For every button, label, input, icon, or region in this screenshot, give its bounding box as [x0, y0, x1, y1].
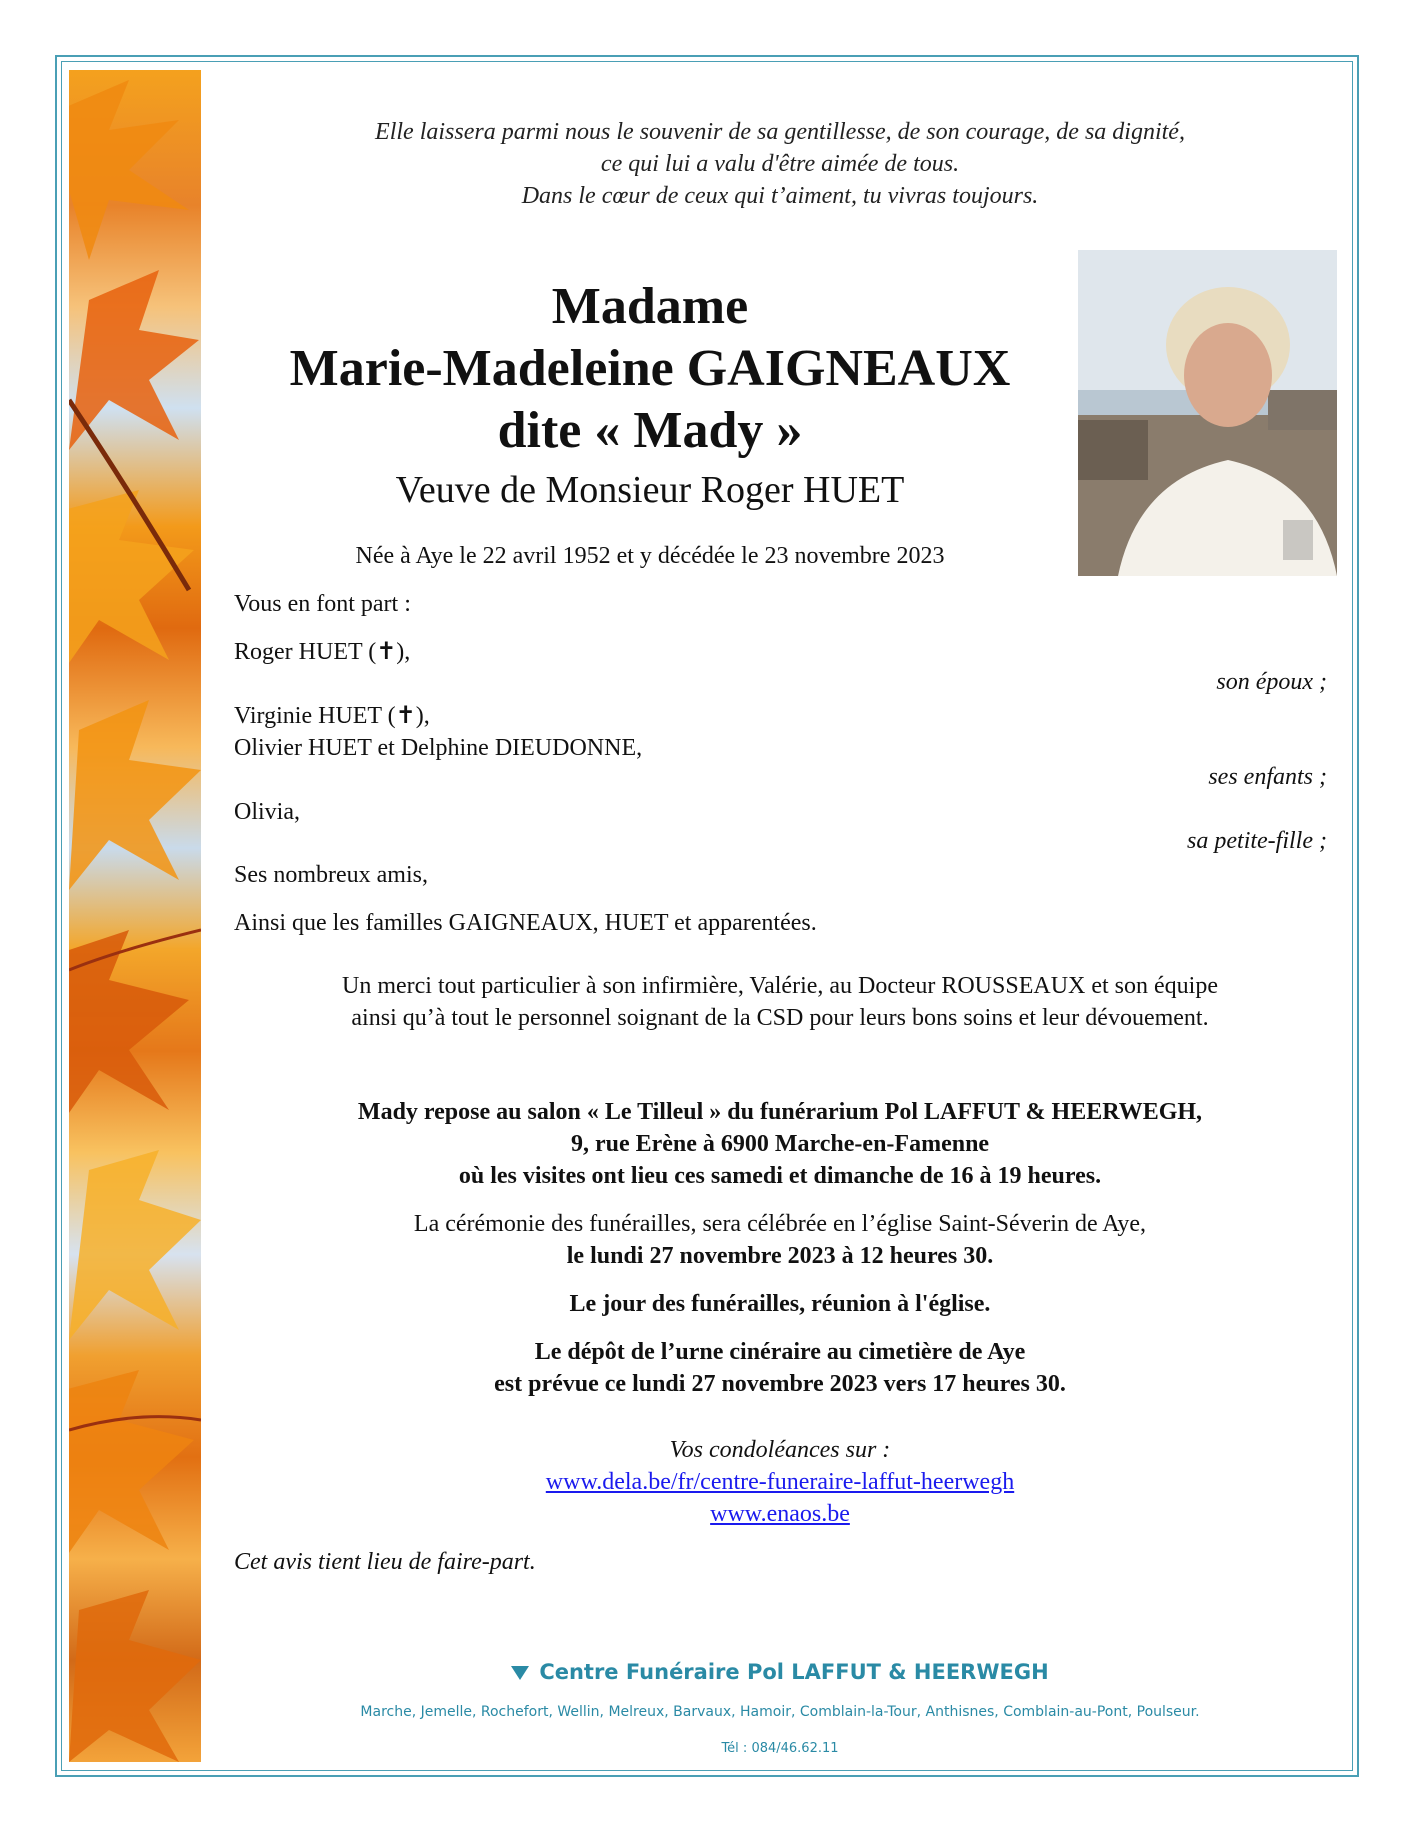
child-name: Olivier HUET et Delphine DIEUDONNE, [234, 735, 643, 761]
condolences-label: Vos condoléances sur : [669, 1437, 891, 1463]
thanks-paragraph [230, 970, 1330, 1034]
portrait-photo [1078, 250, 1337, 576]
child-name: Virginie HUET (✝), [234, 703, 430, 729]
footer-company [230, 1660, 1330, 1684]
ceremony-line: La cérémonie des funérailles, sera célébrée en l’église Saint-Séverin de Aye, [413, 1211, 1147, 1237]
autumn-leaves-image [69, 70, 201, 1762]
deceased-name: Marie-Madeleine GAIGNEAUX [289, 340, 1011, 397]
footer-locations: Marche, Jemelle, Rochefort, Wellin, Melreux, Barvaux, Hamoir, Comblain-la-Tour, Anthisnes, Comblain-au-Pont, Poulseur. [360, 1704, 1200, 1720]
memorial-quote [230, 116, 1330, 212]
urn-line: Le dépôt de l’urne cinéraire au cimetière de Aye [534, 1339, 1026, 1365]
meeting-line: Le jour des funérailles, réunion à l'église. [569, 1291, 991, 1317]
thanks-line: Un merci tout particulier à son infirmière, Valérie, au Docteur ROUSSEAUX et son équipe [342, 973, 1218, 999]
condolences-link-enaos[interactable]: www.enaos.be [710, 1501, 850, 1527]
spouse-name: Roger HUET (✝), [234, 639, 411, 665]
widow-line: Veuve de Monsieur Roger HUET [395, 469, 905, 511]
children-role: ses enfants ; [1208, 764, 1327, 790]
thanks-line: ainsi qu’à tout le personnel soignant de la CSD pour leurs bons soins et leur dévouement. [351, 1005, 1209, 1031]
grandchild-role: sa petite-fille ; [1187, 828, 1327, 854]
footer-company-name: Centre Funéraire Pol LAFFUT & HEERWEGH [539, 1660, 1049, 1684]
visitation-paragraph [230, 1096, 1330, 1192]
friends-line: Ses nombreux amis, [234, 862, 428, 888]
urn-line: est prévue ce lundi 27 novembre 2023 vers 17 heures 30. [494, 1371, 1066, 1397]
visitation-line: où les visites ont lieu ces samedi et dimanche de 16 à 19 heures. [458, 1163, 1102, 1189]
announcement-intro: Vous en font part : [234, 591, 411, 617]
deceased-nickname: dite « Mady » [497, 402, 803, 459]
birth-death-dates: Née à Aye le 22 avril 1952 et y décédée le 23 novembre 2023 [355, 543, 945, 569]
closing-note: Cet avis tient lieu de faire-part. [234, 1549, 536, 1575]
families-line: Ainsi que les familles GAIGNEAUX, HUET et apparentées. [234, 910, 817, 936]
spouse-role: son époux ; [1216, 669, 1327, 695]
ceremony-paragraph [230, 1208, 1330, 1272]
quote-line: Dans le cœur de ceux qui t’aiment, tu vivras toujours. [521, 183, 1039, 209]
footer-phone: Tél : 084/46.62.11 [721, 1741, 839, 1756]
triangle-down-icon [511, 1666, 529, 1680]
quote-line: Elle laissera parmi nous le souvenir de sa gentillesse, de son courage, de sa dignité, [375, 119, 1185, 145]
condolences-link-dela[interactable]: www.dela.be/fr/centre-funeraire-laffut-heerwegh [545, 1469, 1015, 1495]
grandchild-name: Olivia, [234, 799, 300, 825]
visitation-line: 9, rue Erène à 6900 Marche-en-Famenne [570, 1131, 990, 1157]
deceased-title: Madame [551, 278, 749, 335]
urn-paragraph [230, 1336, 1330, 1400]
condolences-block [230, 1434, 1330, 1530]
ceremony-date: le lundi 27 novembre 2023 à 12 heures 30. [566, 1243, 994, 1269]
visitation-line: Mady repose au salon « Le Tilleul » du funérarium Pol LAFFUT & HEERWEGH, [357, 1099, 1203, 1125]
deceased-name-block [230, 276, 1070, 462]
quote-line: ce qui lui a valu d'être aimée de tous. [600, 151, 960, 177]
